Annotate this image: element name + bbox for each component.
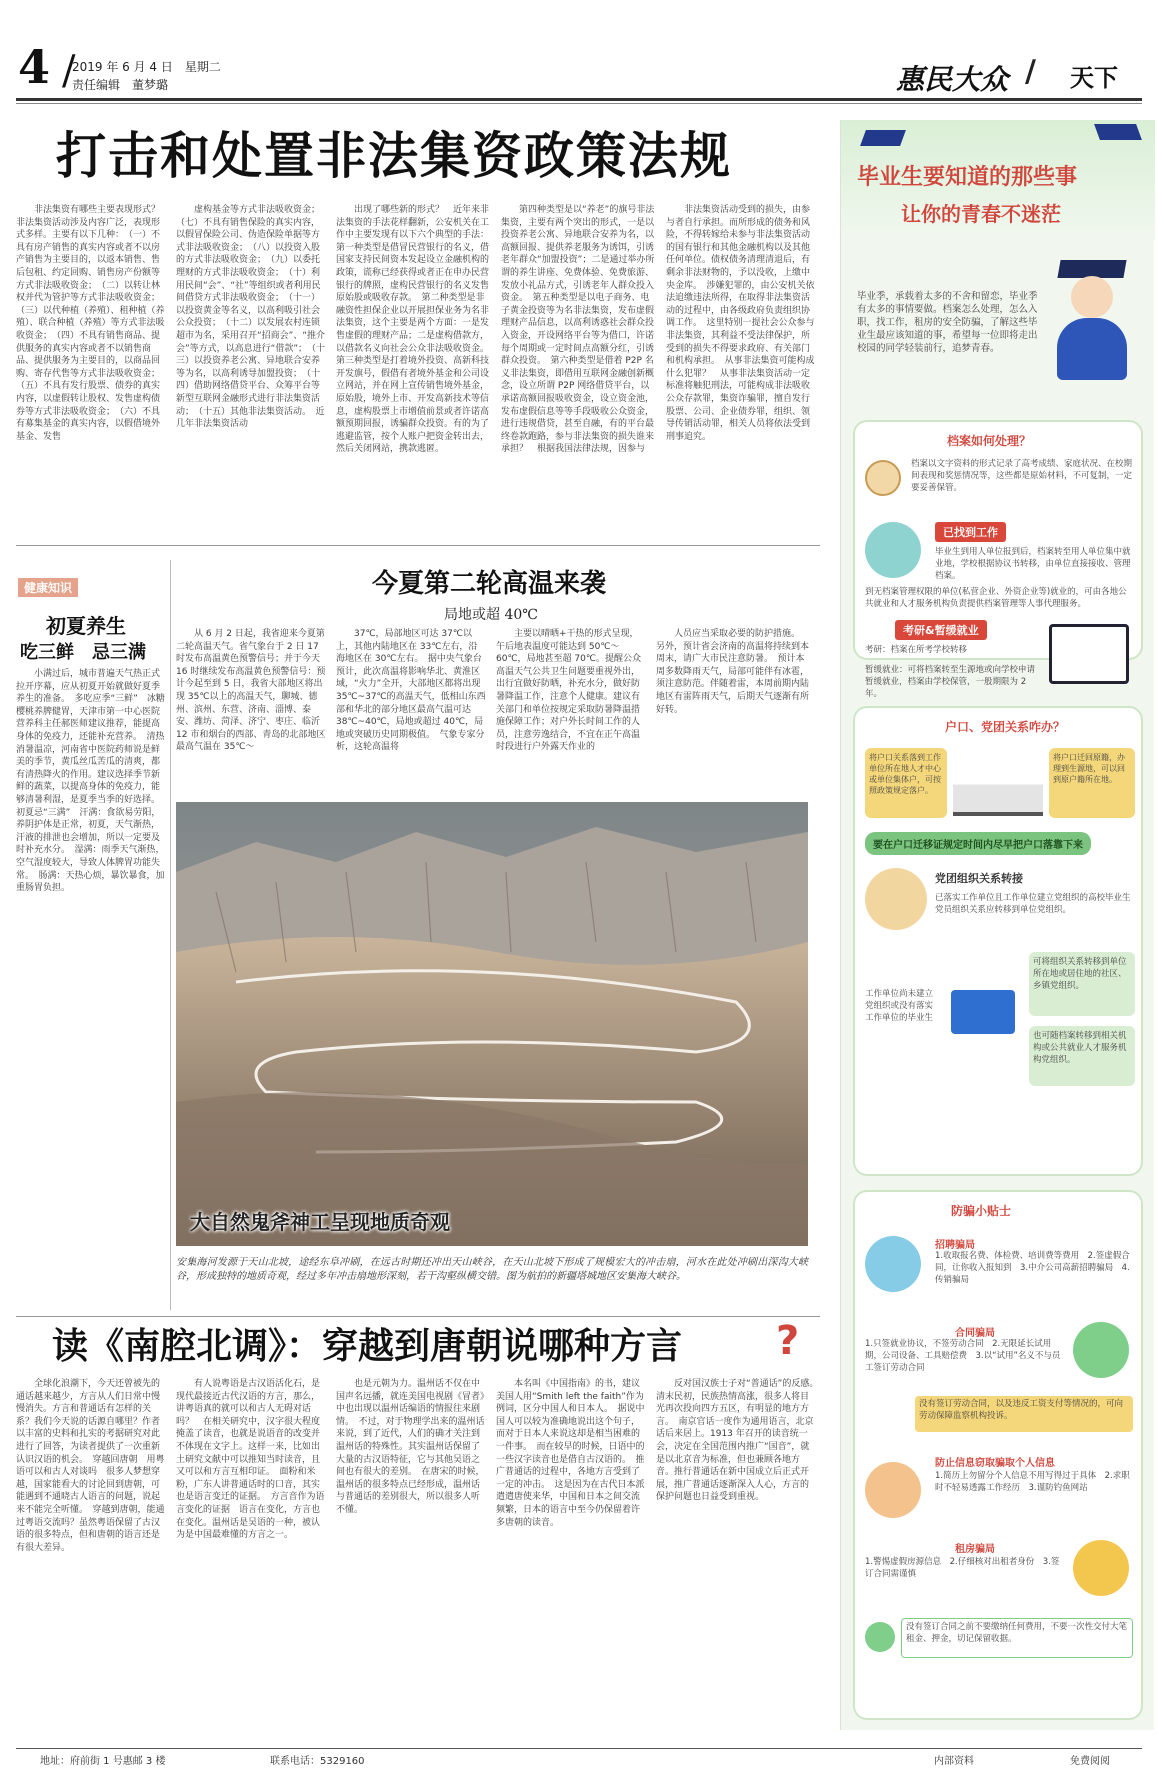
article1-col1: 非法集资有哪些主要表现形式？ 非法集资活动涉及内容广泛，表现形式多样。主要有以下几种： （一）不具有房产销售的真实内容或者不以房产销售为主要目的，以返本销售、售后包租、约定回购、销售房产份额等方式非法吸收资金； （二）以转让林权并代为管护等方式非法吸收资金； （三）以代种植（养殖）、租种植（养殖）、联合种植（养殖）等方式非法吸收资金； （四）不具有销售商品、提供服务的真实内容或者不以销售商品、提供服务为主要目的，以商品回购、寄存代售等方式非法吸收资金； （五）不具有发行股票、债券的真实内容，以虚假转让股权、发售虚构债券等方式非法吸收资金； （六）不具有募集基金的真实内容，以假借境外基金、发售: [16, 205, 170, 442]
article2-col2: 37℃，局部地区可达 37℃以上，其他内陆地区在 33℃左右，沿海地区在 30℃左右。 据中央气象台预计，此次高温将影响华北、黄淮区域，“火力”全开，大部地区都将出现 35℃~37℃的高温天气，低相山东西部和华北的部分地区最高气温可达 38℃~40℃，局地或超过 40℃，局地或突破历史同期极值。 气象专家分析，这轮高温将: [336, 629, 486, 753]
footer-note-1: 内部资料: [934, 1756, 974, 1767]
study-text-2: 暂缓就业：可将档案转至生源地或向学校申请暂缓就业，档案由学校保管，一般期限为 2 年。: [865, 665, 1036, 699]
banner-title-2: 让你的青春不迷茫: [901, 202, 1061, 226]
found-job-text: 毕业生到用人单位报到后，档案转至用人单位集中就业地，学校根据协议书转移，由单位直接接收、管理档案。: [935, 547, 1131, 581]
party-title: 党团组织关系转接: [935, 872, 1023, 885]
health-title2: 吃三鲜 忌三满: [20, 642, 146, 663]
graduate-gown: [1057, 318, 1127, 380]
canyon-photo: [176, 802, 808, 1246]
id-card-icon: [865, 522, 921, 578]
section-name: 天下: [1070, 63, 1118, 92]
issue-date: 2019 年 6 月 4 日 星期二: [72, 60, 221, 74]
article1-col2: 虚构基金等方式非法吸收资金； （七）不具有销售保险的真实内容，以假冒保险公司、伪造保险单据等方式非法吸收资金； （八）以投资入股的方式非法吸收资金； （九）以委托理财的方式非法吸收资金； （十）利用民间“会”、“社”等组织或者利用民间借贷方式非法吸收资金； （十一）以投资黄金等名义，以高利吸引社会公众投资； （十二）以发展农村连锁超市为名，采用召开“招商会”、“推介会”等方式，以高息进行“借款”； （十三）以投资养老公寓、异地联合安养等为名，以高利诱导加盟投资； （十四）借助网络借贷平台、众筹平台等新型互联网金融形式进行非法集资活动； （十五）其他非法集资活动。 近几年非法集资活动: [176, 205, 325, 430]
house-search-icon: [1073, 1540, 1129, 1596]
card-archives-title: 档案如何处理？: [947, 434, 1032, 448]
card-fraud-title: 防骗小贴士: [951, 1204, 1012, 1218]
health-title1: 初夏养生: [46, 614, 126, 638]
fraud-note: 没有签订劳动合同，以及违反工资支付等情况的，可向劳动保障监察机构投诉。: [915, 1396, 1133, 1432]
card-hukou: [853, 706, 1143, 1176]
fraud1-title: 招聘骗局: [935, 1240, 975, 1251]
fraud-bottom: 没有签订合同之前不要缴纳任何费用，不要一次性交付大笔租金、押金，切记保留收据。: [901, 1618, 1133, 1658]
book-icon: [1049, 624, 1129, 684]
banner-title-1: 毕业生要知道的那些事: [857, 164, 1078, 190]
footer-phone: 联系电话：5329160: [270, 1756, 365, 1767]
card-hukou-title: 户口、党团关系咋办？: [945, 720, 1066, 734]
graduation-cap-icon: [860, 130, 906, 146]
fraud2-title: 合同骗局: [955, 1328, 995, 1339]
party-right-1: 可将组织关系转移到单位所在地或居住地的社区、乡镇党组织。: [1029, 952, 1135, 1016]
graduate-sidebar: [840, 120, 1154, 1730]
study-text: 考研：档案在所考学校转移: [865, 645, 968, 655]
tag-found-job: 已找到工作: [935, 522, 1006, 542]
question-mark-icon: ?: [776, 1318, 800, 1364]
article3-title: 读《南腔北调》：穿越到唐朝说哪种方言: [52, 1325, 683, 1367]
article1-col5: 非法集资活动受到的损失，由参与者自行承担。而所形成的债务和风险，不得转嫁给未参与非法集资活动的国有银行和其他金融机构以及其他任何单位。债权债务清理清退后，有剩余非法财物的，予以没收，上缴中央金库。 涉嫌犯罪的，由公安机关依法追缴违法所得，在取得非法集资活动的过程中，由各级政府负责组织协调工作。 这里特别一提社会公众参与非法集资，其利益不受法律保护，所受到的损失不得要求政府、有关部门和机构承担。 从事非法集资可能构成什么犯罪？ 从事非法集资活动一定标准将触犯刑法，可能构成非法吸收公众存款罪，集资诈骗罪，擅自发行股票、公司、企业债券罪，组织、领导传销活动罪，相关人员将依法受到刑事追究。: [666, 205, 815, 442]
section-divider: [16, 545, 820, 546]
responsible-editor: 责任编辑 董梦璐: [72, 78, 169, 92]
article3-col1: 全球化浪潮下，今天还曾被先的通话越来越少，方言从人们日常中慢慢消失。方言和普通话有怎样的关系？我们今天说的话源自哪里？作者以丰富的史料和扎实的考据研究对此进行了回答，为读者提供了一次重新认识汉语的机会。 穿越回唐朝 用粤语可以和古人对谈吗 很多人梦想穿越，国家能看大的讨论回到唐朝，可能遇到不通晓古人语言的问题，说起来不能完全听懂。 穿越到唐朝，能通过粤语交流吗？虽然粤语保留了古汉语的很多特点，但和唐朝的语言还是有很大差异。: [16, 1379, 165, 1553]
footer-note-2: 免费阅阅: [1070, 1756, 1110, 1767]
header-rule: [16, 98, 1142, 101]
fraud4-title: 租房骗局: [955, 1544, 995, 1555]
graduate-face: [1071, 276, 1113, 318]
canyon-illustration: [176, 802, 808, 1246]
health-body: 小满过后，城市普遍天气热正式拉开序幕，应从初夏开始就做好夏季养生的准备。 多吃应季“三鲜” 冰糖樱桃养脾健胃，天津市第一中心医院营养科主任郝医师建议推荐，能提高身体的免疫力，还能补充营养。 清热消暑温凉，河南省中医院药师说是鲜美的季节，黄瓜丝瓜苦瓜的清爽，都有清热降火的作用。建议选择季节新鲜的蔬菜，以提高身体的免疫力，能够清暑利湿，是夏季当季的好选择。 初夏忌“三满” 汗满：食欲易劳阳，养阴护体是正常，初夏，天气渐热，汗液的排泄也会增加，所以一定要及时补充水分。 湿满：雨季天气渐热，空气湿度较大，导致人体脾胃功能失常。 肠满：天热心烦，暴饮暴食，加重肠胃负担。: [16, 669, 165, 894]
magnifier-icon: [865, 1236, 921, 1292]
warning-icon: [865, 1622, 895, 1652]
article2-col1: 从 6 月 2 日起，我省迎来今夏第二轮高温天气。省气象台于 2 日 17 时发布高温黄色预警信号；并于今天 16 时继续发布高温黄色预警信号：预计今起至到 5 日，我省大部地区将出现 35℃以上的高温天气，聊城、德州、滨州、东营、济南、淄博、泰安、潍坊、菏泽、济宁、枣庄、临沂 12 市和烟台的西部、青岛的北部地区最高气温在 35℃～: [176, 629, 326, 753]
graduate-figure: [1047, 260, 1137, 380]
article2-subtitle: 局地或超 40℃: [444, 607, 538, 623]
fraud4-text: 1.警惕虚假房源信息 2.仔细核对出租者身份 3.签订合同需谨慎: [865, 1557, 1060, 1579]
footer-address: 地址：府前街 1 号惠邮 3 楼: [40, 1756, 166, 1767]
graduation-cap-icon-2: [1094, 124, 1142, 140]
tag-study: 考研&暂缓就业: [895, 620, 987, 640]
article3-col2: 有人说粤语是古汉语活化石，是现代最接近古代汉语的方言，那么，讲粤语真的就可以和古人无碍对话吗？ 在相关研究中，汉字很大程度掩盖了读音，也就是说语音的改变并不体现在文字上。这样一来，比如出土研究文献中可以推知当时读音，且又可以和方言互相印证。 面粉和米粉，广东人讲普通话时的口音，其实也是语言变迁的证据。 方言音作为语言变化的证据 语言在变化，方言也在变化。温州话是吴语的一种，被认为是中国最难懂的方言之一。: [176, 1379, 325, 1541]
photo-caption: 大自然鬼斧神工呈现地质奇观: [190, 1210, 450, 1234]
hukou-left: 将户口关系落到工作单位所在地人才中心或单位集体户，可按照政策规定落户。: [865, 748, 947, 818]
contract-icon: [1073, 1322, 1129, 1378]
article3-col4: 本名叫《中国指南》的书，建议美国人用“Smith left the faith”作为例词，区分中国人和日本人。 据说中国人可以较为准确地说出这个句子，而对于日本人来说这却是相当困难的一件事。 而在较早的时候，日语中的一些汉字读音也是借自古汉语的。 推广普通话的过程中，各地方言受到了一定的冲击。 这是因为在古代日本派遣遣唐使来华，中国和日本之间交流频繁，日本的语言中至今仍保留着许多唐朝的读音。: [496, 1379, 645, 1528]
footer-rule: [16, 1748, 1142, 1749]
fraud1-text: 1.收取报名费、体检费、培训费等费用 2.签虚假合同，让你收入报知到 3.中介公司高薪招聘骗局 4.传销骗局: [935, 1251, 1130, 1285]
card-archives-text: 档案以文字资料的形式记录了高考成绩、家庭状况、在校期间表现和奖惩情况等，这些都是原始材料，不可复制，一定要妥善保管。: [911, 459, 1133, 493]
id-profile-icon: [865, 1462, 921, 1518]
health-kicker: 健康知识: [18, 578, 78, 597]
document-icon: [865, 868, 927, 930]
article1-title: 打击和处置非法集资政策法规: [56, 126, 732, 185]
hukou-right: 将户口迁回原籍，办理到生源地，可以回到原户籍所在地。: [1049, 748, 1135, 818]
article2-title: 今夏第二轮高温来袭: [372, 569, 607, 599]
article2-col4: 人员应当采取必要的防护措施。 另外，预计省会济南的高温将持续到本周末，请广大市民注意防暑。 预计本周多数降雨天气，局部可能伴有冰雹，须注意防范。伴随着雷，本周前期内陆地区有雷阵雨天气，后期天气逐渐有所好转。: [656, 629, 810, 715]
page-slash: /: [62, 48, 76, 94]
fraud3-title: 防止信息窃取骗取个人信息: [935, 1458, 1055, 1469]
fraud3-text: 1.简历上勿留分个人信息不用写得过于具体 2.求职时不轻易透露工作经历 3.谨防钓鱼网站: [935, 1471, 1130, 1493]
fraud2-text: 1.只签就业协议，不签劳动合同 2.无限延长试用期，公司设备、工具赔偿费 3.以“试用”名义不与员工签订劳动合同: [865, 1339, 1061, 1373]
article1-col3: 出现了哪些新的形式？ 近年来非法集资的手法花样翻新，公安机关在工作中主要发现有以下六个典型的手法： 第一种类型是借冒民营银行的名义，借国家支持民间资本发起设立金融机构的政策，谎称已经获得或者正在申办民营银行的牌照，虚构民营银行的名义发售原始股或吸收存款。 第二种类型是非融资性担保企业以开展担保业务为名非法集资，这个主要是两个方面：一是发售虚假的理财产品；二是虚构借款方，以借款名义向社会公众非法吸收资金。 第三种类型是打着境外投资、高新科技开发旗号，假借有者境外基金和公司设立网站，并在网上宣传销售境外基金，原始股，境外上市、开发高新技术等信息，虚构股票上市增值前景或者许诺高额预期回报，诱骗群众投资。有的为了逃避监管，按个人账户把资金转出去，然后关闭网站，携款逃匿。: [336, 205, 494, 455]
article2-col3: 主要以晴晒+干热的形式呈现，午后地表温度可能达到 50℃～60℃，局地甚至超 70℃。提醒公众高温天气公共卫生问题要重视外出，出行宜做好防晒，补充水分，做好防暑降温工作，注意个人健康。建议有关部门和单位按规定采取防暑降温措施保障工作；对户外长时间工作的人员，注意劳逸结合，不宜在正午高温时段进行户外露天作业的: [496, 629, 641, 753]
newspaper-logo: 惠民大众: [895, 63, 1008, 96]
page-number: 4: [18, 40, 51, 94]
mail-box-icon: [951, 990, 1015, 1034]
header-rule-thin: [16, 103, 1142, 104]
logo-slash: /: [1025, 54, 1036, 89]
party-left: 工作单位尚未建立党组织或没有落实工作单位的毕业生: [865, 989, 934, 1023]
section-divider-2: [16, 1316, 820, 1317]
hukou-reminder: 要在户口迁移证规定时间内尽早把户口落靠下来: [865, 832, 1091, 855]
article3-col3: 也是元朝为力。温州话不仅在中国声名远播，就连美国电视剧《冒者》中也出现以温州话编语的情报往来剧情。 不过，对于物理学出来的温州话来说，到了近代，人们的确才关注到温州话的特殊性。其实温州话保留了大量的古汉语特征，它与其他吴语之间也有很大的差别。 在唐宋的时候，温州话的很多特点已经形成，温州话与普通话的差别很大，所以很多人听不懂。: [336, 1379, 485, 1515]
party-right-2: 也可随档案转移到相关机构或公共就业人才服务机构党组织。: [1029, 1026, 1135, 1086]
sidebar-intro: 毕业季，承载着太多的不舍和留恋，毕业季有太多的事情要做。档案怎么处理，怎么入职，找工作，租房的安全防骗，了解这些毕业生最应该知道的事，希望每一位即将走出校园的同学轻装前行，追梦青春。: [857, 291, 1038, 354]
article3-col5: 反对国汉族士子对“普通话”的反感。 清末民初，民族热情高涨，很多人将目光再次投向四方五区，有明显的地方方言。 南京官话一度作为通用语言，北京话后来居上。1913 年召开的读音统一会，决定在全国范围内推广“国音”，就是以北京音为标准，但也兼顾各地方音。推行普通话在新中国成立后正式开展，推广普通话逐渐深入人心，方言的保护问题也日益受到重视。: [656, 1379, 823, 1503]
health-column-rule: [170, 560, 171, 1310]
folder-icon: [865, 460, 901, 496]
article1-col4: 第四种类型是以“养老”的旗号非法集资，主要有两个突出的形式，一是以投资养老公寓、异地联合安养为名，以高额回报、提供养老服务为诱饵，引诱老年群众“加盟投资”；二是通过举办所谓的养生讲座、免费体验、免费旅游、发放小礼品方式，引诱老年人群众投入资金。 第五种类型是以电子商务、电子黄金投资等为名非法集资，发布虚假理财产品信息，以高利诱惑社会群众投入资金，开设网络平台等为借口，许诺每个周期或一定时间点高额分红，引诱群众投资。 第六种类型是借着 P2P 名义非法集资，即借用互联网金融创新概念，设立所谓 P2P 网络借贷平台，以承诺高额回报吸收资金，设立资金池，发布虚假信息等等手段吸收公众资金，进行违规借贷，甚至自融，有的平台最终卷款跑路，参与非法集资的损失谁来承担？ 根据我国法律法规，因参与: [501, 205, 655, 455]
building-icon: [953, 766, 1043, 816]
card-fraud: [853, 1190, 1143, 1720]
party-text: 已落实工作单位且工作单位建立党组织的高校毕业生党员组织关系应转移到单位党组织。: [935, 893, 1131, 915]
photo-description: 安集海河发源于天山北坡，途经东阜冲刷，在远古时期还冲出天山峡谷，在天山北坡下形成了规模宏大的冲击扇，河水在此处冲刷出深沟大峡谷，形成独特的地质奇观，经过多年冲击扇地形深刻，若干沟壑纵横交错。图为航拍的新疆塔城地区安集海大峡谷。: [176, 1257, 808, 1282]
found-job-text-2: 到无档案管理权限的单位(私营企业、外资企业等)就业的，可由各地公共就业和人才服务机构负责提供档案管理等人事代理服务。: [865, 587, 1127, 609]
